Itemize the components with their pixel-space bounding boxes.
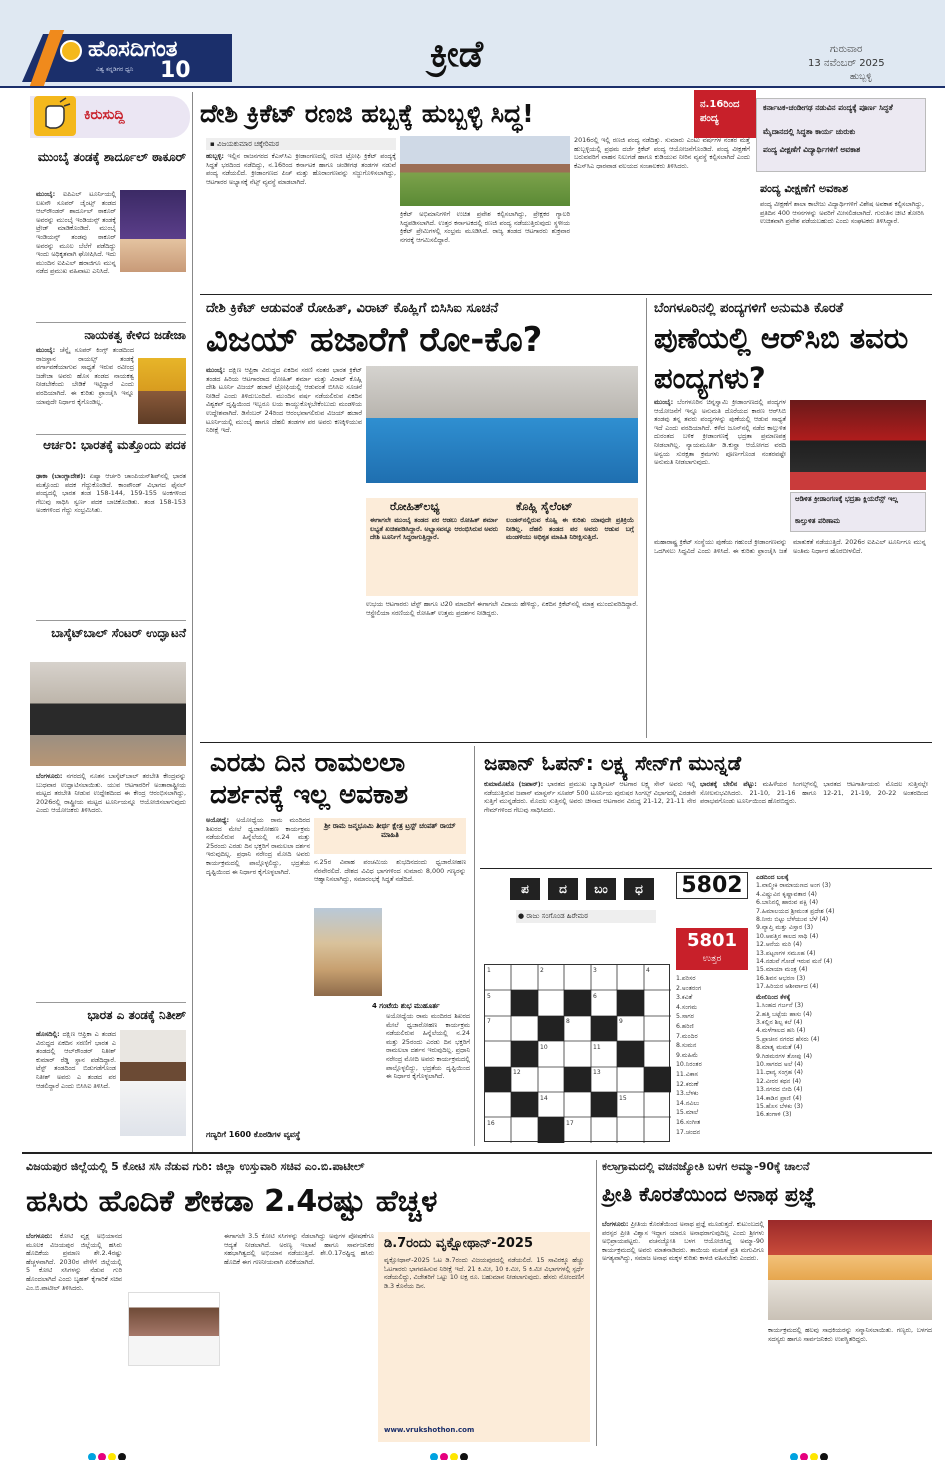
- brief-1-text: ಐಪಿಎಲ್ ಟೂರ್ನಿಯಲ್ಲಿ ಲಖನೌ ಸೂಪರ್ ಜೈಂಟ್ಸ್ ತಂಡದ ಆಲ್‌ರೌಂಡರ್ ಶಾರ್ದೂಲ್ ಠಾಕೂರ್ ಅವರನ್ನು ಮುಂಬೈ ಇಂಡಿಯನ್ಸ್ ತಂಡಕ್ಕೆ ಟ್ರೇಡ್ ಮಾಡಿಕೊಂಡಿದೆ. ಮುಂಬೈ ಇಂಡಿಯನ್ಸ್ ತಂಡವು ಠಾಕೂರ್ ಅವರನ್ನು ಮೂಲ ಬೆಲೆಗೆ ಪಡೆದಿದ್ದು ಇಂದು ಅಧಿಕೃತವಾಗಿ ಘೋಷಿಸಿದೆ. ಇದು ಮುಂದಿನ ಐಪಿಎಲ್ ಹರಾಜಿಗೂ ಮುನ್ನ ನಡೆದ ಪ್ರಮುಖ ವಹಿವಾಟು ಎನಿಸಿದೆ.: [36, 190, 116, 276]
- clue-item: 15.ಮಾಯಾ ಮಂತ್ರ (4): [756, 966, 808, 974]
- puzzle-number: 5802: [676, 872, 748, 899]
- roko-headline: ವಿಜಯ್ ಹಜಾರೆಗೆ ರೋ-ಕೊ?: [206, 320, 543, 360]
- puzzle-prev-label: ಉತ್ತರ: [702, 954, 722, 964]
- svg-text:2: 2: [540, 967, 544, 974]
- brief-1-photo: [120, 190, 186, 272]
- ranji-text-1: ಇಲ್ಲಿನ ರಾಜನಗರದ ಕೆಎಸ್‌ಸಿಎ ಕ್ರೀಡಾಂಗಣದಲ್ಲಿ ರಣಜಿ ಟ್ರೋಫಿ ಕ್ರಿಕೆಟ್ ಪಂದ್ಯಕ್ಕೆ ಸಿದ್ಧತೆ ಭರದಿಂದ ನಡೆದಿದ್ದು, ನ.16ರಿಂದ ಕರ್ನಾಟಕ ಹಾಗೂ ಚಂಡೀಗಢ ತಂಡಗಳ ನಡುವೆ ಪಂದ್ಯ ನಡೆಯಲಿದೆ. ಕ್ರೀಡಾಂಗಣದ ಪಿಚ್ ಮತ್ತು ಹೊರಾಂಗಣವನ್ನು ಸಜ್ಜುಗೊಳಿಸಲಾಗಿದ್ದು, ಆಟಗಾರರ ಅಭ್ಯಾಸಕ್ಕೆ ನೆಟ್ಸ್ ವ್ಯವಸ್ಥೆ ಮಾಡಲಾಗಿದೆ.: [206, 152, 396, 186]
- ranji-red-tag: ನ.16ರಿಂದ ಪಂದ್ಯ: [694, 90, 756, 138]
- ranji-headline: ದೇಶಿ ಕ್ರಿಕೆಟ್ ರಣಜಿ ಹಬ್ಬಕ್ಕೆ ಹುಬ್ಬಳ್ಳಿ ಸಿದ್ಧ!: [200, 99, 534, 128]
- answer-item: 16.ಸಂಗೀತ: [676, 1118, 701, 1126]
- answer-item: 13.ಬೆಳಕು: [676, 1090, 699, 1098]
- lakshya-label-2: ಭಾರತಕ್ಕೆ ಬೇಲಿನ ಪೆಟ್ಟು:: [700, 780, 757, 788]
- hand-icon: [34, 96, 76, 136]
- ranji-body-2: ಕ್ರಿಕೆಟ್ ಅಭಿಮಾನಿಗಳಿಗೆ ಉಚಿತ ಪ್ರವೇಶ ಕಲ್ಪಿಸಲಾಗಿದ್ದು, ಪ್ರೇಕ್ಷಕರ ಗ್ಯಾಲರಿ ಸಿದ್ಧಪಡಿಸಲಾಗಿದೆ. ಉತ್ತರ ಕರ್ನಾಟಕದಲ್ಲಿ ರಣಜಿ ಪಂದ್ಯ ನಡೆಯುತ್ತಿರುವುದು ಸ್ಥಳೀಯ ಕ್ರಿಕೆಟ್ ಪ್ರೇಮಿಗಳಲ್ಲಿ ಸಂಭ್ರಮ ಮೂಡಿಸಿದೆ. ರಾಜ್ಯ ತಂಡದ ಆಟಗಾರರು ಶುಕ್ರವಾರ ನಗರಕ್ಕೆ ಆಗಮಿಸಲಿದ್ದಾರೆ.: [400, 210, 570, 244]
- registration-marks: [88, 1446, 148, 1456]
- brief-3-text: ಏಷ್ಯಾ ಆರ್ಚರಿ ಚಾಂಪಿಯನ್‌ಶಿಪ್‌ನಲ್ಲಿ ಭಾರತ ಮತ್ತೊಂದು ಪದಕ ಗೆದ್ದುಕೊಂಡಿದೆ. ಕಾಂಪೌಂಡ್ ವಿಭಾಗದ ಫೈನಲ್ ಪಂದ್ಯದಲ್ಲಿ ಭಾರತ ತಂಡ 158-144, 159-155 ಅಂಕಗಳಿಂದ ಗೆಲುವು ಸಾಧಿಸಿ ಸ್ವರ್ಣ ಪದಕ ಬಾಚಿಕೊಂಡಿತು. ತಂಡ 158-153 ಅಂಕಗಳಿಂದ ಗೆದ್ದು ಸಂಭ್ರಮಿಸಿತು.: [36, 472, 186, 515]
- orphans-text-1: ಪ್ರೀತಿಯ ಕೊರತೆಯಿಂದ ಅನಾಥ ಪ್ರಜ್ಞೆ ಮೂಡುತ್ತದೆ. ಕುಟುಂಬದಲ್ಲಿ ಪರಸ್ಪರ ಪ್ರೀತಿ ವಿಶ್ವಾಸ ಇದ್ದಾಗ ಯಾರೂ ಅನಾಥರಾಗುವುದಿಲ್ಲ ಎಂದು ಶ್ರೀಗಳು ಅಭಿಪ್ರಾಯಪಟ್ಟರು. ವಚನಜ್ಯೋತಿ ಬಳಗ ಆಯೋಜಿಸಿದ್ದ ಅಮ್ಮಾ-90 ಕಾರ್ಯಕ್ರಮದಲ್ಲಿ ಅವರು ಮಾತನಾಡಿದರು. ತಾಯಿಯ ಮಮತೆ ಪ್ರತಿ ಮಗುವಿಗೂ ಅಗತ್ಯವಾಗಿದ್ದು, ಸಮಾಜ ಅನಾಥ ಮಕ್ಕಳ ಕುರಿತು ಕಾಳಜಿ ವಹಿಸಬೇಕು ಎಂದರು.: [602, 1220, 764, 1263]
- clue-item: 9.ಗಿಡಮರಗಳ ತೋಪು (4): [756, 1052, 813, 1060]
- answer-item: 3.ಕವಿತೆ: [676, 994, 693, 1002]
- roko-body-2: ಉಭಯ ಆಟಗಾರರು ಟೆಸ್ಟ್ ಹಾಗೂ ಟಿ20 ಮಾದರಿಗೆ ಈಗಾಗಲೇ ವಿದಾಯ ಹೇಳಿದ್ದು, ಏಕದಿನ ಕ್ರಿಕೆಟ್‌ನಲ್ಲಿ ಮಾತ್ರ ಮುಂದುವರಿದಿದ್ದಾರೆ. ಆಸ್ಟ್ರೇಲಿಯಾ ಸರಣಿಯಲ್ಲಿ ರೋಹಿತ್ ಉತ್ತಮ ಪ್ರದರ್ಶನ ನೀಡಿದ್ದರು.: [366, 600, 638, 617]
- crossword-grid-svg: [485, 965, 671, 1143]
- svg-text:16: 16: [487, 1120, 495, 1127]
- divider: [36, 620, 186, 621]
- brief-5-body: [36, 1030, 116, 1140]
- brief-4-photo: [30, 662, 186, 766]
- ranji-bullet-box: [756, 98, 926, 172]
- divider: [480, 868, 932, 869]
- roko-box-right: ಲಂಡನ್‌ನಲ್ಲಿರುವ ಕೊಹ್ಲಿ ಈ ಕುರಿತು ಯಾವುದೇ ಪ್ರತಿಕ್ರಿಯೆ ನೀಡಿಲ್ಲ. ದೆಹಲಿ ತಂಡದ ಪರ ಅವರು ಆಡುವ ಬಗ್ಗೆ ಮಂಡಳಿಯು ಅಧಿಕೃತ ಮಾಹಿತಿ ನಿರೀಕ್ಷಿಸುತ್ತಿದೆ.: [506, 516, 634, 542]
- rcb-dateline: ಮುಂಬೈ:: [654, 398, 674, 406]
- roko-players-photo: [366, 366, 638, 496]
- issue-day: ಗುರುವಾರ: [830, 44, 863, 55]
- lakshya-text-1: ಭಾರತದ ಪ್ರಮುಖ ಬ್ಯಾಡ್ಮಿಂಟನ್ ಆಟಗಾರ ಲಕ್ಷ್ಯ ಸೇನ್ ಅವರು ಇಲ್ಲಿ ನಡೆಯುತ್ತಿರುವ ಜಪಾನ್ ಮಾಸ್ಟರ್ಸ್ ಸೂಪರ್ 500 ಟೂರ್ನಿಯ ಪುರುಷರ ಸಿಂಗಲ್ಸ್ ವಿಭಾಗದಲ್ಲಿ ಎರಡನೇ ಸುತ್ತಿಗೆ ಮುನ್ನಡೆದರು. ಮೊದಲ ಸುತ್ತಿನಲ್ಲಿ ಅವರು ಚೀನಾದ ಆಟಗಾರನ ವಿರುದ್ಧ 21-12, 21-11 ನೇರ ಗೇಮ್‌ಗಳಿಂದ ಗೆಲುವು ಸಾಧಿಸಿದರು.: [484, 780, 696, 814]
- puzzle-title-letter: ಪ: [510, 878, 540, 900]
- column-divider: [192, 92, 193, 1152]
- brief-2-text: ಚೆನ್ನೈ ಸೂಪರ್ ಕಿಂಗ್ಸ್ ತಂಡದಿಂದ ರಾಜಸ್ಥಾನ ರಾಯಲ್ಸ್ ತಂಡಕ್ಕೆ ವರ್ಗಾವಣೆಯಾಗುವ ಸಾಧ್ಯತೆ ಇರುವ ರವೀಂದ್ರ ಜಡೇಜಾ ಅವರು ಹೊಸ ತಂಡದ ನಾಯಕತ್ವ ನೀಡಬೇಕೆಂದು ಬೇಡಿಕೆ ಇಟ್ಟಿದ್ದಾರೆ ಎಂದು ವರದಿಯಾಗಿದೆ. ಈ ಕುರಿತು ಫ್ರಾಂಚೈಸಿ ಇನ್ನೂ ಯಾವುದೇ ನಿರ್ಧಾರ ಕೈಗೊಂಡಿಲ್ಲ.: [36, 346, 134, 406]
- rcb-bullet-box: [790, 492, 926, 532]
- brief-4-dateline: ಬೆಂಗಳೂರು:: [36, 772, 63, 780]
- orphans-headline: ಪ್ರೀತಿ ಕೊರತೆಯಿಂದ ಅನಾಥ ಪ್ರಜ್ಞೆ: [602, 1182, 816, 1206]
- clue-item: 1.ಸಿಂಹದ ಗರ್ಜನೆ (3): [756, 1002, 804, 1010]
- svg-text:14: 14: [540, 1095, 548, 1102]
- clue-item: 8.ಮಾತೃ ಮಮತೆ (4): [756, 1044, 803, 1052]
- brief-4-head: ಬಾಸ್ಕೆಟ್‌ಬಾಲ್ ಸೆಂಟರ್ ಉದ್ಘಾಟನೆ: [51, 626, 186, 640]
- answer-item: 17.ಚಂದನ: [676, 1128, 701, 1136]
- vijayapura-dateline: ಬೆಂಗಳೂರು:: [26, 1232, 53, 1240]
- ram-body-2: ನ.25ರ ವಿವಾಹ ಪಂಚಮಿಯ ಶುಭದಿನದಂದು ಧ್ವಜಾರೋಹಣ ನೆರವೇರಲಿದೆ. ದೇಶದ ವಿವಿಧ ಭಾಗಗಳಿಂದ ಸುಮಾರು 8,000 ಗಣ್ಯರನ್ನು ಆಹ್ವಾನಿಸಲಾಗಿದ್ದು, ಸಮಾರಂಭಕ್ಕೆ ಸಿದ್ಧತೆ ನಡೆದಿದೆ.: [314, 858, 466, 884]
- vijayapura-body-2: ಈಗಾಗಲೇ 3.5 ಕೋಟಿ ಸಸಿಗಳನ್ನು ನೆಡಲಾಗಿದ್ದು ಅವುಗಳ ಪೋಷಣೆಗೂ ಆದ್ಯತೆ ನೀಡಲಾಗಿದೆ. ಅರಣ್ಯ ಇಲಾಖೆ ಹಾಗೂ ಸಾರ್ವಜನಿಕರ ಸಹಭಾಗಿತ್ವದಲ್ಲಿ ಅಭಿಯಾನ ನಡೆಯುತ್ತಿದೆ. ಶೇ.0.17ರಷ್ಟಿದ್ದ ಹಸಿರು ಹೊದಿಕೆ ಈಗ ಗಣನೀಯವಾಗಿ ಏರಿಕೆಯಾಗಿದೆ.: [224, 1232, 374, 1266]
- clue-item: 5.ಪ್ರಾಚೀನ ನಗರದ ಹೆಸರು (4): [756, 1035, 820, 1043]
- rcb-kicker: ಬೆಂಗಳೂರಿನಲ್ಲಿ ಪಂದ್ಯಗಳಿಗೆ ಅನುಮತಿ ಕೊರತೆ: [654, 301, 844, 316]
- vijayapura-kicker: ವಿಜಯಪುರ ಜಿಲ್ಲೆಯಲ್ಲಿ 5 ಕೋಟಿ ಸಸಿ ನೆಡುವ ಗುರಿ: ಜಿಲ್ಲಾ ಉಸ್ತುವಾರಿ ಸಚಿವ ಎಂ.ಬಿ.ಪಾಟೀಲ್: [26, 1160, 365, 1173]
- brief-4-body: [36, 772, 186, 962]
- rcb-bullet-2: ಕಾಲ್ತುಳಿತ ಪರಿಣಾಮ: [795, 517, 841, 525]
- answer-item: 5.ಸಾಗರ: [676, 1013, 694, 1021]
- lakshya-body-1: [484, 780, 696, 866]
- puzzle-title-row: [510, 878, 670, 902]
- svg-text:10: 10: [540, 1044, 548, 1051]
- clue-item: 14.ನಡುವೆ ಗೋಡೆ ಇರುವ ಮನೆ (4): [756, 958, 833, 966]
- ram-body-1: [206, 816, 310, 1126]
- clue-item: 14.ಕಾಡಿನ ಪ್ರಾಣಿ (4): [756, 1094, 802, 1102]
- clue-item: 16.ತಂಗಾಳಿ (3): [756, 1111, 792, 1119]
- vrukshothon-body: ವೃಕ್ಷೋಥಾನ್-2025 ಓಟ ಡಿ.7ರಂದು ವಿಜಯಪುರದಲ್ಲಿ ನಡೆಯಲಿದೆ. 15 ಸಾವಿರಕ್ಕೂ ಹೆಚ್ಚು ಓಟಗಾರರು ಭಾಗವಹಿಸುವ ನಿರೀಕ್ಷೆ ಇದೆ. 21 ಕಿ.ಮೀ, 10 ಕಿ.ಮೀ, 5 ಕಿ.ಮೀ ವಿಭಾಗಗಳಲ್ಲಿ ಸ್ಪರ್ಧೆ ನಡೆಯಲಿದ್ದು, ವಿಜೇತರಿಗೆ ಒಟ್ಟು 10 ಲಕ್ಷ ರೂ. ಬಹುಮಾನ ನೀಡಲಾಗುವುದು. ಹೆಸರು ನೋಂದಣಿಗೆ ಡಿ.3 ಕೊನೆಯ ದಿನ.: [384, 1256, 584, 1290]
- ranji-byline: [206, 138, 396, 150]
- answer-item: 15.ಮಾಲೆ: [676, 1109, 699, 1117]
- divider: [22, 1152, 932, 1154]
- answer-item: 7.ಮಂದಿರ: [676, 1032, 698, 1040]
- answer-item: 14.ನವಿಲು: [676, 1099, 700, 1107]
- vijayapura-body-1: [26, 1232, 122, 1442]
- roko-kicker: ದೇಶಿ ಕ್ರಿಕೆಟ್ ಆಡುವಂತೆ ರೋಹಿತ್, ವಿರಾಟ್ ಕೊಹ್ಲಿಗೆ ಬಿಸಿಸಿಐ ಸೂಚನೆ: [206, 301, 499, 316]
- ram-bottom: ಗಣ್ಯರಿಗೆ 1600 ಕೊಠಡಿಗಳ ವ್ಯವಸ್ಥೆ: [206, 1130, 301, 1139]
- ram-headline-1: ಎರಡು ದಿನ ರಾಮಲಲಾ: [210, 748, 406, 778]
- puzzle-title-letter: ಬಂ: [586, 878, 616, 900]
- brief-3-head: ಆರ್ಚರಿ: ಭಾರತಕ್ಕೆ ಮತ್ತೊಂದು ಪದಕ: [43, 438, 186, 452]
- puzzle-compiler: [516, 910, 656, 923]
- clue-item: 13.ನಗರದ ಬೀದಿ (4): [756, 1086, 803, 1094]
- registration-marks: [430, 1446, 490, 1456]
- puzzle-title-letter: ದ: [548, 878, 578, 900]
- lakshya-text-2: ಮಹಿಳೆಯರ ಸಿಂಗಲ್ಸ್‌ನಲ್ಲಿ ಭಾರತದ ಆಟಗಾರ್ತಿಯರು ಮೊದಲ ಸುತ್ತಿನಲ್ಲೇ ಸೋಲನುಭವಿಸಿದರು. 21-10, 21-16 ಹಾಗೂ 12-21, 21-19, 20-22 ಅಂತರದಿಂದ ಪರಾಭವಗೊಂಡು ಟೂರ್ನಿಯಿಂದ ಹೊರಬಿದ್ದರು.: [700, 780, 928, 806]
- lakshya-headline: ಜಪಾನ್ ಓಪನ್: ಲಕ್ಷ್ಯ ಸೇನ್‌ಗೆ ಮುನ್ನಡೆ: [484, 751, 742, 775]
- brief-3-body: [36, 472, 186, 580]
- brief-5-photo: [120, 1030, 186, 1136]
- clue-item: 11.ಧಾನ್ಯ ಸಂಗ್ರಹ (4): [756, 1069, 803, 1077]
- clue-item: 12.ಆನೆಯ ಮರಿ (4): [756, 941, 802, 949]
- logo-text: ಹೊಸದಿಗಂತ: [88, 37, 178, 62]
- brief-5-text: ದಕ್ಷಿಣ ಆಫ್ರಿಕಾ ಎ ತಂಡದ ವಿರುದ್ಧದ ಏಕದಿನ ಸರಣಿಗೆ ಭಾರತ ಎ ತಂಡದಲ್ಲಿ ಆಲ್‌ರೌಂಡರ್ ನಿತೀಶ್ ಕುಮಾರ್ ರೆಡ್ಡಿ ಸ್ಥಾನ ಪಡೆದಿದ್ದಾರೆ. ಟೆಸ್ಟ್ ತಂಡದಿಂದ ಬಿಡುಗಡೆಗೊಂಡ ನಿತೀಶ್ ಅವರು ಎ ತಂಡದ ಪರ ಆಡಲಿದ್ದಾರೆ ಎಂದು ಬಿಸಿಸಿಐ ತಿಳಿಸಿದೆ.: [36, 1030, 116, 1090]
- clue-item: 6.ಬಾನಿನಲ್ಲಿ ಹಾರುವ ಪಕ್ಷಿ (4): [756, 899, 819, 907]
- rcb-bullet-1: ಆಡಿಳಿತ ಕ್ರೀಡಾಂಗಣಕ್ಕೆ ಭದ್ರತಾ ಕ್ಲಿಯರೆನ್ಸ್ ಇಲ್ಲ: [795, 495, 898, 503]
- svg-text:12: 12: [513, 1069, 521, 1076]
- brief-3-dateline: ಢಾಕಾ (ಬಾಂಗ್ಲಾದೇಶ):: [36, 472, 86, 480]
- ram-mid-head: 4 ಗಂಟೆಯ ಶುಭ ಮುಹೂರ್ತ: [372, 1002, 440, 1010]
- puzzle-clues: [756, 874, 928, 1144]
- orphans-event-photo: [768, 1220, 932, 1320]
- issue-city: ಹುಬ್ಬಳ್ಳಿ: [850, 72, 872, 82]
- brief-2-head: ನಾಯಕತ್ವ ಕೇಳಿದ ಜಡೇಜಾ: [84, 328, 186, 342]
- answer-item: 6.ಹರಿಣಿ: [676, 1022, 694, 1030]
- svg-text:17: 17: [566, 1120, 574, 1127]
- divider: [36, 1002, 186, 1003]
- clue-item: 16.ಶಿವನ ಆಭರಣ (3): [756, 974, 806, 982]
- ranji-side-head: ಪಂದ್ಯ ವೀಕ್ಷಣೆಗೆ ಅವಕಾಶ: [760, 182, 849, 195]
- svg-text:7: 7: [487, 1018, 491, 1025]
- pen-icon: ▪: [210, 140, 215, 148]
- brief-2-body: [36, 346, 134, 438]
- svg-text:8: 8: [566, 1018, 570, 1025]
- brief-4-text: ನಗರದಲ್ಲಿ ನೂತನ ಬಾಸ್ಕೆಟ್‌ಬಾಲ್ ತರಬೇತಿ ಕೇಂದ್ರವನ್ನು ಬುಧವಾರ ಉದ್ಘಾಟಿಸಲಾಯಿತು. ಯುವ ಆಟಗಾರರಿಗೆ ಅಂತಾರಾಷ್ಟ್ರೀಯ ಮಟ್ಟದ ತರಬೇತಿ ನೀಡುವ ಉದ್ದೇಶದಿಂದ ಈ ಕೇಂದ್ರ ಆರಂಭಿಸಲಾಗಿದ್ದು, 2026ರಲ್ಲಿ ರಾಷ್ಟ್ರೀಯ ಮಟ್ಟದ ಟೂರ್ನಿಯನ್ನೂ ಆಯೋಜಿಸಲಾಗುವುದು ಎಂದು ಆಯೋಜಕರು ತಿಳಿಸಿದರು.: [36, 772, 186, 815]
- ram-body-3: ಅಯೋಧ್ಯೆಯ ರಾಮ ಮಂದಿರದ ಶಿಖರದ ಮೇಲೆ ಧ್ವಜಾರೋಹಣ ಕಾರ್ಯಕ್ರಮ ನಡೆಯಲಿರುವ ಹಿನ್ನೆಲೆಯಲ್ಲಿ ನ.24 ಮತ್ತು 25ರಂದು ಎರಡು ದಿನ ಭಕ್ತರಿಗೆ ರಾಮಲಲಾ ದರ್ಶನ ಇರುವುದಿಲ್ಲ. ಪ್ರಧಾನಿ ನರೇಂದ್ರ ಮೋದಿ ಅವರು ಕಾರ್ಯಕ್ರಮದಲ್ಲಿ ಪಾಲ್ಗೊಳ್ಳಲಿದ್ದು, ಭದ್ರತೆಯ ದೃಷ್ಟಿಯಿಂದ ಈ ನಿರ್ಧಾರ ಕೈಗೊಳ್ಳಲಾಗಿದೆ.: [386, 1012, 470, 1081]
- clue-item: 15.ಹೊಸ ಬೆಳಕು (3): [756, 1102, 803, 1110]
- puzzle-title-letter: ಧ: [624, 878, 654, 900]
- ranji-bullet-3: ಪಂದ್ಯ ವೀಕ್ಷಣೆಗೆ ವಿದ್ಯಾರ್ಥಿಗಳಿಗೆ ಅವಕಾಶ: [763, 145, 861, 154]
- ranji-stadium-photo: [400, 136, 570, 206]
- clue-item: 10.ಆಪತ್ತಿನ ಕಾಲದ ಸಾಥಿ (4): [756, 932, 819, 940]
- brief-1-head: ಮುಂಬೈ ತಂಡಕ್ಕೆ ಶಾರ್ದೂಲ್ ಠಾಕೂರ್: [37, 150, 186, 164]
- clue-item: 12.ವೀರರ ಕಥನ (4): [756, 1077, 802, 1085]
- svg-text:15: 15: [619, 1095, 627, 1102]
- vrukshothon-head: ಡಿ.7ರಂದು ವೃಕ್ಷೋಥಾನ್-2025: [384, 1236, 533, 1251]
- ranji-bullet-1: ಕರ್ನಾಟಕ-ಚಂಡೀಗಢ ನಡುವಿನ ಪಂದ್ಯಕ್ಕೆ ಪೂರ್ಣ ಸಿದ್ಧತೆ: [763, 103, 893, 112]
- brief-1-body: [36, 190, 116, 290]
- answer-item: 10.ನಿರಂತರ: [676, 1061, 702, 1069]
- rcb-text-1: ಬೆಂಗಳೂರಿನ ಚಿನ್ನಸ್ವಾಮಿ ಕ್ರೀಡಾಂಗಣದಲ್ಲಿ ಪಂದ್ಯಗಳ ಆಯೋಜನೆಗೆ ಇನ್ನೂ ಅನುಮತಿ ದೊರೆಯದ ಕಾರಣ ಆರ್‌ಸಿಬಿ ತಂಡವು ತನ್ನ ತವರು ಪಂದ್ಯಗಳನ್ನು ಪುಣೆಯಲ್ಲಿ ಆಡುವ ಸಾಧ್ಯತೆ ಇದೆ ಎಂದು ವರದಿಯಾಗಿದೆ. ಕಳೆದ ಜೂನ್‌ನಲ್ಲಿ ನಡೆದ ಕಾಲ್ತುಳಿತ ದುರಂತದ ಬಳಿಕ ಕ್ರೀಡಾಂಗಣಕ್ಕೆ ಭದ್ರತಾ ಪ್ರಮಾಣಪತ್ರ ನೀಡಲಾಗಿಲ್ಲ. ನ್ಯಾಯಮೂರ್ತಿ ಡಿ.ಕುನ್ಹಾ ಆಯೋಗದ ವರದಿ ಅನ್ವಯ ಸುರಕ್ಷತಾ ಕ್ರಮಗಳು ಪೂರ್ಣಗೊಂಡ ನಂತರವಷ್ಟೇ ಅನುಮತಿ ನೀಡಲಾಗುವುದು.: [654, 398, 786, 467]
- ranji-body-3: 2016ರಲ್ಲಿ ಇಲ್ಲಿ ರಣಜಿ ಪಂದ್ಯ ನಡೆದಿತ್ತು. ಸುಮಾರು ಎಂಟು ವರ್ಷಗಳ ನಂತರ ಮತ್ತೆ ಹುಬ್ಬಳ್ಳಿಯಲ್ಲಿ ಪ್ರಥಮ ದರ್ಜೆ ಕ್ರಿಕೆಟ್ ಪಂದ್ಯ ಆಯೋಜನೆಗೊಂಡಿದೆ. ಪಂದ್ಯ ವೀಕ್ಷಣೆಗೆ ಬರುವವರಿಗೆ ವಾಹನ ನಿಲುಗಡೆ ಹಾಗೂ ಕುಡಿಯುವ ನೀರಿನ ವ್ಯವಸ್ಥೆ ಕಲ್ಪಿಸಲಾಗಿದೆ ಎಂದು ಕೆಎಸ್‌ಸಿಎ ಧಾರವಾಡ ವಲಯದ ಸಂಚಾಲಕರು ತಿಳಿಸಿದರು.: [574, 136, 750, 170]
- answer-item: 11.ವಿಕಾಸ: [676, 1070, 699, 1078]
- answer-item: 12.ಕರುಣೆ: [676, 1080, 699, 1088]
- svg-text:4: 4: [646, 967, 650, 974]
- svg-text:5: 5: [487, 993, 491, 1000]
- roko-box-left-title: ರೋಹಿತ್‌ಲಭ್ಯ: [390, 500, 440, 513]
- masthead-rule: [0, 86, 945, 88]
- lakshya-body-2: [700, 780, 928, 866]
- divider: [200, 294, 932, 295]
- column-divider: [646, 298, 647, 738]
- logo-emblem-icon: [60, 40, 82, 62]
- clue-item: 3.ಕಲ್ಲಿನ ಶಿಲ್ಪ ಕಲೆ (4): [756, 1018, 803, 1026]
- ram-temple-photo: [314, 908, 382, 996]
- vrukshothon-url: www.vrukshothon.com: [384, 1426, 475, 1434]
- brief-1-dateline: ಮುಂಬೈ:: [36, 190, 56, 198]
- puzzle-answers: [676, 974, 748, 1142]
- minister-photo: [128, 1292, 220, 1366]
- page-number: 10: [160, 58, 191, 83]
- ram-dateline: ಅಯೋಧ್ಯೆ:: [206, 816, 230, 824]
- svg-text:9: 9: [619, 1018, 623, 1025]
- orphans-dateline: ಬೆಂಗಳೂರು:: [602, 1220, 629, 1228]
- registration-marks: [790, 1446, 850, 1456]
- rcb-body-1: [654, 398, 786, 534]
- column-divider: [596, 1160, 597, 1446]
- vijayapura-headline: ಹಸಿರು ಹೊದಿಕೆ ಶೇಕಡಾ 2.4ರಷ್ಟು ಹೆಚ್ಚಳ: [26, 1184, 438, 1219]
- clue-item: 10.ಸಾಗರದ ಅಲೆ (4): [756, 1060, 803, 1068]
- logo-subtitle: ವಿಶ್ವ ಕನ್ನಡಿಗರ ಧ್ವನಿ: [96, 66, 134, 73]
- brief-2-photo: [138, 358, 186, 424]
- rcb-team-photo: [790, 400, 926, 490]
- answer-item: 2.ಅಂತರಂಗ: [676, 984, 702, 992]
- puzzle-compiler-name: ರಾಜು ಸಂಗೊಂಡ ಹಿರೇಮಠ: [526, 912, 588, 920]
- down-title: ಮೇಲಿನಿಂದ ಕೆಳಕ್ಕೆ: [756, 993, 791, 1001]
- roko-box-left: ಈಗಾಗಲೇ ಮುಂಬೈ ತಂಡದ ಪರ ಆಡಲು ರೋಹಿತ್ ಶರ್ಮಾ ಲಭ್ಯತೆ ಖಚಿತಪಡಿಸಿದ್ದಾರೆ. ಅಭ್ಯಾಸವನ್ನೂ ಆರಂಭಿಸಿರುವ ಅವರು ದೇಶಿ ಟೂರ್ನಿಗೆ ಸಿದ್ಧರಾಗುತ್ತಿದ್ದಾರೆ.: [370, 516, 498, 542]
- crossword-grid[interactable]: [484, 964, 670, 1142]
- answer-item: 4.ಸಂಗಮ: [676, 1003, 698, 1011]
- svg-text:1: 1: [487, 967, 491, 974]
- svg-text:13: 13: [593, 1069, 601, 1076]
- roko-body-1: [206, 366, 362, 736]
- rcb-body-2: ಮಹಾರಾಷ್ಟ್ರ ಕ್ರಿಕೆಟ್ ಸಂಸ್ಥೆಯು ಪುಣೆಯ ಗಹುಂಜೆ ಕ್ರೀಡಾಂಗಣವನ್ನು ಒದಗಿಸಲು ಸಿದ್ಧವಿದೆ ಎಂದು ತಿಳಿಸಿದೆ. ಈ ಕುರಿತು ಫ್ರಾಂಚೈಸಿ ಜತೆ ಮಾತುಕತೆ ನಡೆಯುತ್ತಿದೆ. 2026ರ ಐಪಿಎಲ್ ಟೂರ್ನಿಗೂ ಮುನ್ನ ಅಂತಿಮ ನಿರ್ಧಾರ ಹೊರಬೀಳಲಿದೆ.: [654, 538, 926, 555]
- divider: [36, 434, 186, 435]
- clue-item: 13.ಪಟ್ಟಣಗಳ ಸಮೂಹ (4): [756, 949, 816, 957]
- clue-item: 9.ವ್ಯಾಪ್ತಿ ಮತ್ತು ವಿಸ್ತಾರ (3): [756, 924, 813, 932]
- answer-item: 9.ಮಹಿಮೆ: [676, 1051, 699, 1059]
- clue-item: 2.ಹತ್ತಿ ಬಟ್ಟೆಯ ಹಾಸು (4): [756, 1010, 812, 1018]
- kirusuddi-label: ಕಿರುಸುದ್ದಿ: [84, 107, 125, 123]
- brief-5-dateline: ಹೊಸದಿಲ್ಲಿ:: [36, 1030, 60, 1038]
- vijayapura-text-1: ಕೋಟಿ ವೃಕ್ಷ ಅಭಿಯಾನದ ಮೂಲಕ ವಿಜಯಪುರ ಜಿಲ್ಲೆಯಲ್ಲಿ ಹಸಿರು ಹೊದಿಕೆಯ ಪ್ರಮಾಣ ಶೇ.2.4ರಷ್ಟು ಹೆಚ್ಚಳವಾಗಿದೆ. 2030ರ ವೇಳೆಗೆ ಜಿಲ್ಲೆಯಲ್ಲಿ 5 ಕೋಟಿ ಸಸಿಗಳನ್ನು ನೆಡುವ ಗುರಿ ಹೊಂದಲಾಗಿದೆ ಎಂದು ಬೃಹತ್ ಕೈಗಾರಿಕೆ ಸಚಿವ ಎಂ.ಬಿ.ಪಾಟೀಲ್ ತಿಳಿಸಿದರು.: [26, 1232, 122, 1292]
- svg-text:6: 6: [593, 993, 597, 1000]
- column-divider: [474, 746, 475, 1146]
- roko-dateline: ಮುಂಬೈ:: [206, 366, 226, 374]
- across-title: ಎಡದಿಂದ ಬಲಕ್ಕೆ: [756, 874, 789, 881]
- brief-5-head: ಭಾರತ ಎ ತಂಡಕ್ಕೆ ನಿತೀಶ್: [87, 1008, 186, 1022]
- ranji-body-1: [206, 152, 396, 292]
- orphans-body-1: [602, 1220, 764, 1442]
- answer-item: 8.ಸುಮನ: [676, 1042, 697, 1050]
- ram-headline-2: ದರ್ಶನಕ್ಕೆ ಇಲ್ಲ ಅವಕಾಶ: [210, 780, 409, 810]
- issue-date: 13 ನವೆಂಬರ್ 2025: [808, 58, 885, 69]
- rcb-headline: ಪುಣೆಯಲ್ಲಿ ಆರ್‌ಸಿಬಿ ತವರು ಪಂದ್ಯಗಳು?: [654, 321, 909, 395]
- roko-box-right-title: ಕೊಹ್ಲಿ ಸೈಲೆಂಟ್: [516, 500, 573, 513]
- divider: [36, 322, 186, 323]
- clue-item: 1.ವಾಲ್ಮೀಕಿ ರಾಮಾಯಣದ ಅಂಗ (3): [756, 882, 831, 890]
- clue-item: 8.ನೀರು ಬಿಟ್ಟು ಬೆಳೆಯುವ ಬೆಳೆ (4): [756, 916, 829, 924]
- clue-item: 7.ಹಿಮಾಲಯದ ಶ್ರೀಮಂತ ಪ್ರದೇಶ (4): [756, 907, 835, 915]
- orphans-body-2: ಕಾರ್ಯಕ್ರಮದಲ್ಲಿ ಹಲವು ಸಾಧಕಿಯರನ್ನು ಸನ್ಮಾನಿಸಲಾಯಿತು. ಗಣ್ಯರು, ಬಳಗದ ಸದಸ್ಯರು ಹಾಗೂ ಸಾರ್ವಜನಿಕರು ಉಪಸ್ಥಿತರಿದ್ದರು.: [768, 1326, 932, 1343]
- clue-item: 4.ಮಳೆಗಾಲದ ಹನಿ (4): [756, 1027, 806, 1035]
- svg-text:3: 3: [593, 967, 597, 974]
- ranji-byline-text: ವಿಜಯಕುಮಾರ ಚಕ್ಕೇರಿಮಠ: [216, 140, 280, 148]
- answer-item: 1.ಪರಿಸರ: [676, 975, 696, 982]
- roko-text-1: ದಕ್ಷಿಣ ಆಫ್ರಿಕಾ ವಿರುದ್ಧದ ಏಕದಿನ ಸರಣಿ ನಂತರ ಭಾರತ ಕ್ರಿಕೆಟ್ ತಂಡದ ಹಿರಿಯ ಆಟಗಾರರಾದ ರೋಹಿತ್ ಶರ್ಮಾ ಮತ್ತು ವಿರಾಟ್ ಕೊಹ್ಲಿ ದೇಶಿ ಟೂರ್ನಿ ವಿಜಯ್ ಹಜಾರೆ ಟ್ರೋಫಿಯಲ್ಲಿ ಆಡುವಂತೆ ಬಿಸಿಸಿಐ ಸೂಚನೆ ನೀಡಿದೆ ಎಂದು ತಿಳಿದುಬಂದಿದೆ. ಮುಂದಿನ ವರ್ಷ ನಡೆಯಲಿರುವ ಏಕದಿನ ವಿಶ್ವಕಪ್ ದೃಷ್ಟಿಯಿಂದ ಇಬ್ಬರೂ ಲಯ ಕಾಯ್ದುಕೊಳ್ಳಬೇಕೆಂಬುದು ಮಂಡಳಿಯ ಉದ್ದೇಶವಾಗಿದೆ. ಡಿಸೆಂಬರ್ 24ರಿಂದ ಆರಂಭವಾಗಲಿರುವ ವಿಜಯ್ ಹಜಾರೆ ಟೂರ್ನಿಯಲ್ಲಿ ಮುಂಬೈ ಹಾಗೂ ದೆಹಲಿ ತಂಡಗಳ ಪರ ಅವರು ಕಣಕ್ಕಿಳಿಯುವ ನಿರೀಕ್ಷೆ ಇದೆ.: [206, 366, 362, 435]
- ranji-bullet-2: ಮೈದಾನದಲ್ಲಿ ಸಿದ್ಧತಾ ಕಾರ್ಯ ಚುರುಕು: [763, 127, 856, 136]
- lakshya-dateline: ಕುಮಾಮೊಟೊ (ಜಪಾನ್):: [484, 780, 544, 788]
- section-title: ಕ್ರೀಡೆ: [430, 34, 484, 75]
- ram-quote: ಶ್ರೀ ರಾಮ ಜನ್ಮಭೂಮಿ ತೀರ್ಥ ಕ್ಷೇತ್ರ ಟ್ರಸ್ಟ್ ಚಂಪತ್ ರಾಯ್ ಮಾಹಿತಿ: [324, 822, 456, 839]
- clue-item: 17.ಹಿರಿಯರ ಆಶೀರ್ವಾದ (4): [756, 983, 819, 991]
- brief-2-dateline: ಮುಂಬೈ:: [36, 346, 56, 354]
- clue-item: 4.ವಿಷ್ಣುವಿನ ಕೃಷ್ಣಾವತಾರ (4): [756, 890, 817, 898]
- svg-text:11: 11: [593, 1044, 601, 1051]
- user-icon: ●: [518, 912, 525, 920]
- ranji-dateline: ಹುಬ್ಬಳ್ಳಿ:: [206, 152, 224, 160]
- divider: [200, 742, 932, 743]
- orphans-kicker: ಕಲಾಗ್ರಾಮದಲ್ಲಿ ವಚನಜ್ಯೋತಿ ಬಳಗ ಅಮ್ಮಾ-90ಕ್ಕೆ ಚಾಲನೆ: [602, 1160, 810, 1173]
- puzzle-prev-number: 5801: [686, 930, 738, 951]
- ram-text-1: ಅಯೋಧ್ಯೆಯ ರಾಮ ಮಂದಿರದ ಶಿಖರದ ಮೇಲೆ ಧ್ವಜಾರೋಹಣ ಕಾರ್ಯಕ್ರಮ ನಡೆಯಲಿರುವ ಹಿನ್ನೆಲೆಯಲ್ಲಿ ನ.24 ಮತ್ತು 25ರಂದು ಎರಡು ದಿನ ಭಕ್ತರಿಗೆ ರಾಮಲಲಾ ದರ್ಶನ ಇರುವುದಿಲ್ಲ. ಪ್ರಧಾನಿ ನರೇಂದ್ರ ಮೋದಿ ಅವರು ಕಾರ್ಯಕ್ರಮದಲ್ಲಿ ಪಾಲ್ಗೊಳ್ಳಲಿದ್ದು, ಭದ್ರತೆಯ ದೃಷ್ಟಿಯಿಂದ ಈ ನಿರ್ಧಾರ ಕೈಗೊಳ್ಳಲಾಗಿದೆ.: [206, 816, 310, 876]
- ranji-side-body: ಪಂದ್ಯ ವೀಕ್ಷಣೆಗೆ ಶಾಲಾ ಕಾಲೇಜು ವಿದ್ಯಾರ್ಥಿಗಳಿಗೆ ವಿಶೇಷ ಅವಕಾಶ ಕಲ್ಪಿಸಲಾಗಿದ್ದು, ಪ್ರತಿದಿನ 400 ಆಸನಗಳನ್ನು ಅವರಿಗೆ ಮೀಸಲಿಡಲಾಗಿದೆ. ಗುರುತಿನ ಚೀಟಿ ತೋರಿಸಿ ಉಚಿತವಾಗಿ ಪ್ರವೇಶ ಪಡೆಯಬಹುದು ಎಂದು ಸಂಘಟಕರು ತಿಳಿಸಿದ್ದಾರೆ.: [760, 200, 924, 226]
